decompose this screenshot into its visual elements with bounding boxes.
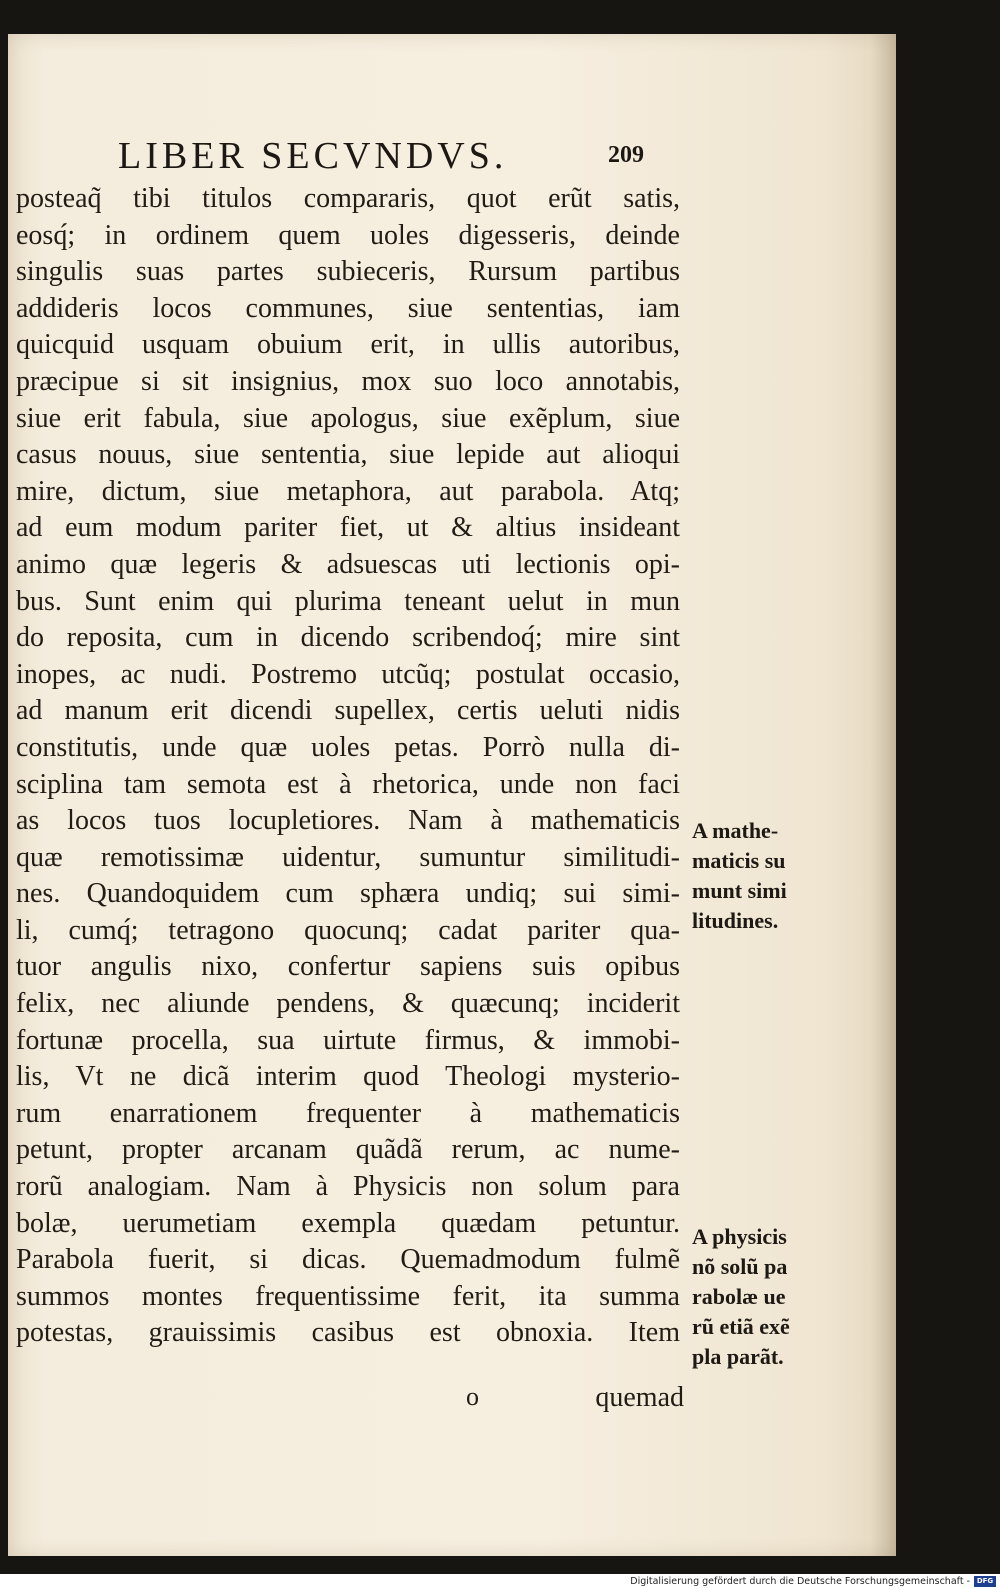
- text-line: li, cumq́; tetragono quocunq; cadat pariter qua-: [16, 914, 680, 946]
- text-line: bolæ, uerumetiam exempla quædam petuntur.: [16, 1207, 680, 1239]
- text-line: siue erit fabula, siue apologus, siue exẽplum, siue: [16, 402, 680, 434]
- funding-credit: Digitalisierung gefördert durch die Deutsche Forschungsgemeinschaft -: [630, 1576, 970, 1587]
- page-edge-shadow: [870, 34, 896, 1556]
- text-line: animo quæ legeris & adsuescas uti lectionis opi-: [16, 548, 680, 580]
- text-line: nes. Quandoquidem cum sphæra undiq; sui simi-: [16, 878, 680, 910]
- text-line: ad manum erit dicendi supellex, certis ueluti nidis: [16, 695, 680, 727]
- text-line: tuor angulis nixo, confertur sapiens suis opibus: [16, 951, 680, 983]
- marginal-note-line: rũ etiã exẽ: [692, 1314, 790, 1339]
- text-line: as locos tuos locupletiores. Nam à mathematicis: [16, 805, 680, 837]
- text-line: lis, Vt ne dicã interim quod Theologi mysterio-: [16, 1061, 680, 1093]
- main-text-block: [16, 181, 680, 1352]
- marginal-note-physics: [692, 1222, 822, 1372]
- text-line: rorũ analogiam. Nam à Physicis non solum para: [16, 1171, 680, 1203]
- running-head: [118, 134, 678, 182]
- marginal-note-line: pla parãt.: [692, 1344, 784, 1369]
- text-line: quicquid usquam obuium erit, in ullis autoribus,: [16, 329, 680, 361]
- catchword: quemad: [595, 1382, 684, 1413]
- text-line: Parabola fuerit, si dicas. Quemadmodum fulmẽ: [16, 1244, 680, 1276]
- marginal-note-line: rabolæ ue: [692, 1284, 786, 1309]
- marginal-note-line: litudines.: [692, 908, 779, 933]
- text-line: petunt, propter arcanam quãdã rerum, ac nume-: [16, 1134, 680, 1166]
- text-line: potestas, grauissimis casibus est obnoxia. Item: [16, 1317, 680, 1349]
- text-line: quæ remotissimæ uidentur, sumuntur similitudi-: [16, 841, 680, 873]
- text-line: felix, nec aliunde pendens, & quæcunq; inciderit: [16, 988, 680, 1020]
- marginal-note-line: nõ solũ pa: [692, 1254, 788, 1279]
- text-line: addideris locos communes, siue sententias, iam: [16, 292, 680, 324]
- text-line: casus nouus, siue sententia, siue lepide aut alioqui: [16, 439, 680, 471]
- text-line: posteaq̃ tibi titulos compararis, quot erũt satis,: [16, 183, 680, 214]
- marginal-note-line: maticis su: [692, 848, 786, 873]
- marginal-note-line: munt simi: [692, 878, 787, 903]
- book-page: [8, 34, 896, 1556]
- text-line: mire, dictum, siue metaphora, aut parabola. Atq;: [16, 475, 680, 507]
- signature-mark: o: [466, 1382, 479, 1411]
- text-line: fortunæ procella, sua uirtute firmus, & immobi-: [16, 1024, 680, 1056]
- text-line: præcipue si sit insignius, mox suo loco annotabis,: [16, 365, 680, 397]
- catchword-line: [466, 1382, 684, 1422]
- text-line: singulis suas partes subieceris, Rursum partibus: [16, 256, 680, 288]
- dfg-logo: DFG: [974, 1576, 996, 1587]
- text-line: eosq́; in ordinem quem uoles digesseris, deinde: [16, 219, 680, 251]
- text-line: do reposita, cum in dicendo scribendoq́; mire sint: [16, 622, 680, 654]
- text-line: bus. Sunt enim qui plurima teneant uelut in mun: [16, 585, 680, 617]
- text-line: constitutis, unde quæ uoles petas. Porrò nulla di-: [16, 731, 680, 763]
- text-line: rum enarrationem frequenter à mathematicis: [16, 1097, 680, 1129]
- text-line: inopes, ac nudi. Postremo utcũq; postulat occasio,: [16, 658, 680, 690]
- digitization-footer: [0, 1574, 1000, 1589]
- text-line: sciplina tam semota est à rhetorica, unde non faci: [16, 768, 680, 800]
- page-number: 209: [608, 142, 644, 168]
- text-line: summos montes frequentissime ferit, ita summa: [16, 1280, 680, 1312]
- marginal-note-line: A physicis: [692, 1224, 787, 1249]
- text-line: ad eum modum pariter fiet, ut & altius insideant: [16, 512, 680, 544]
- running-head-title: LIBER SECVNDVS.: [118, 135, 508, 177]
- marginal-note-line: A mathe-: [692, 818, 779, 843]
- marginal-note-mathematics: [692, 816, 822, 936]
